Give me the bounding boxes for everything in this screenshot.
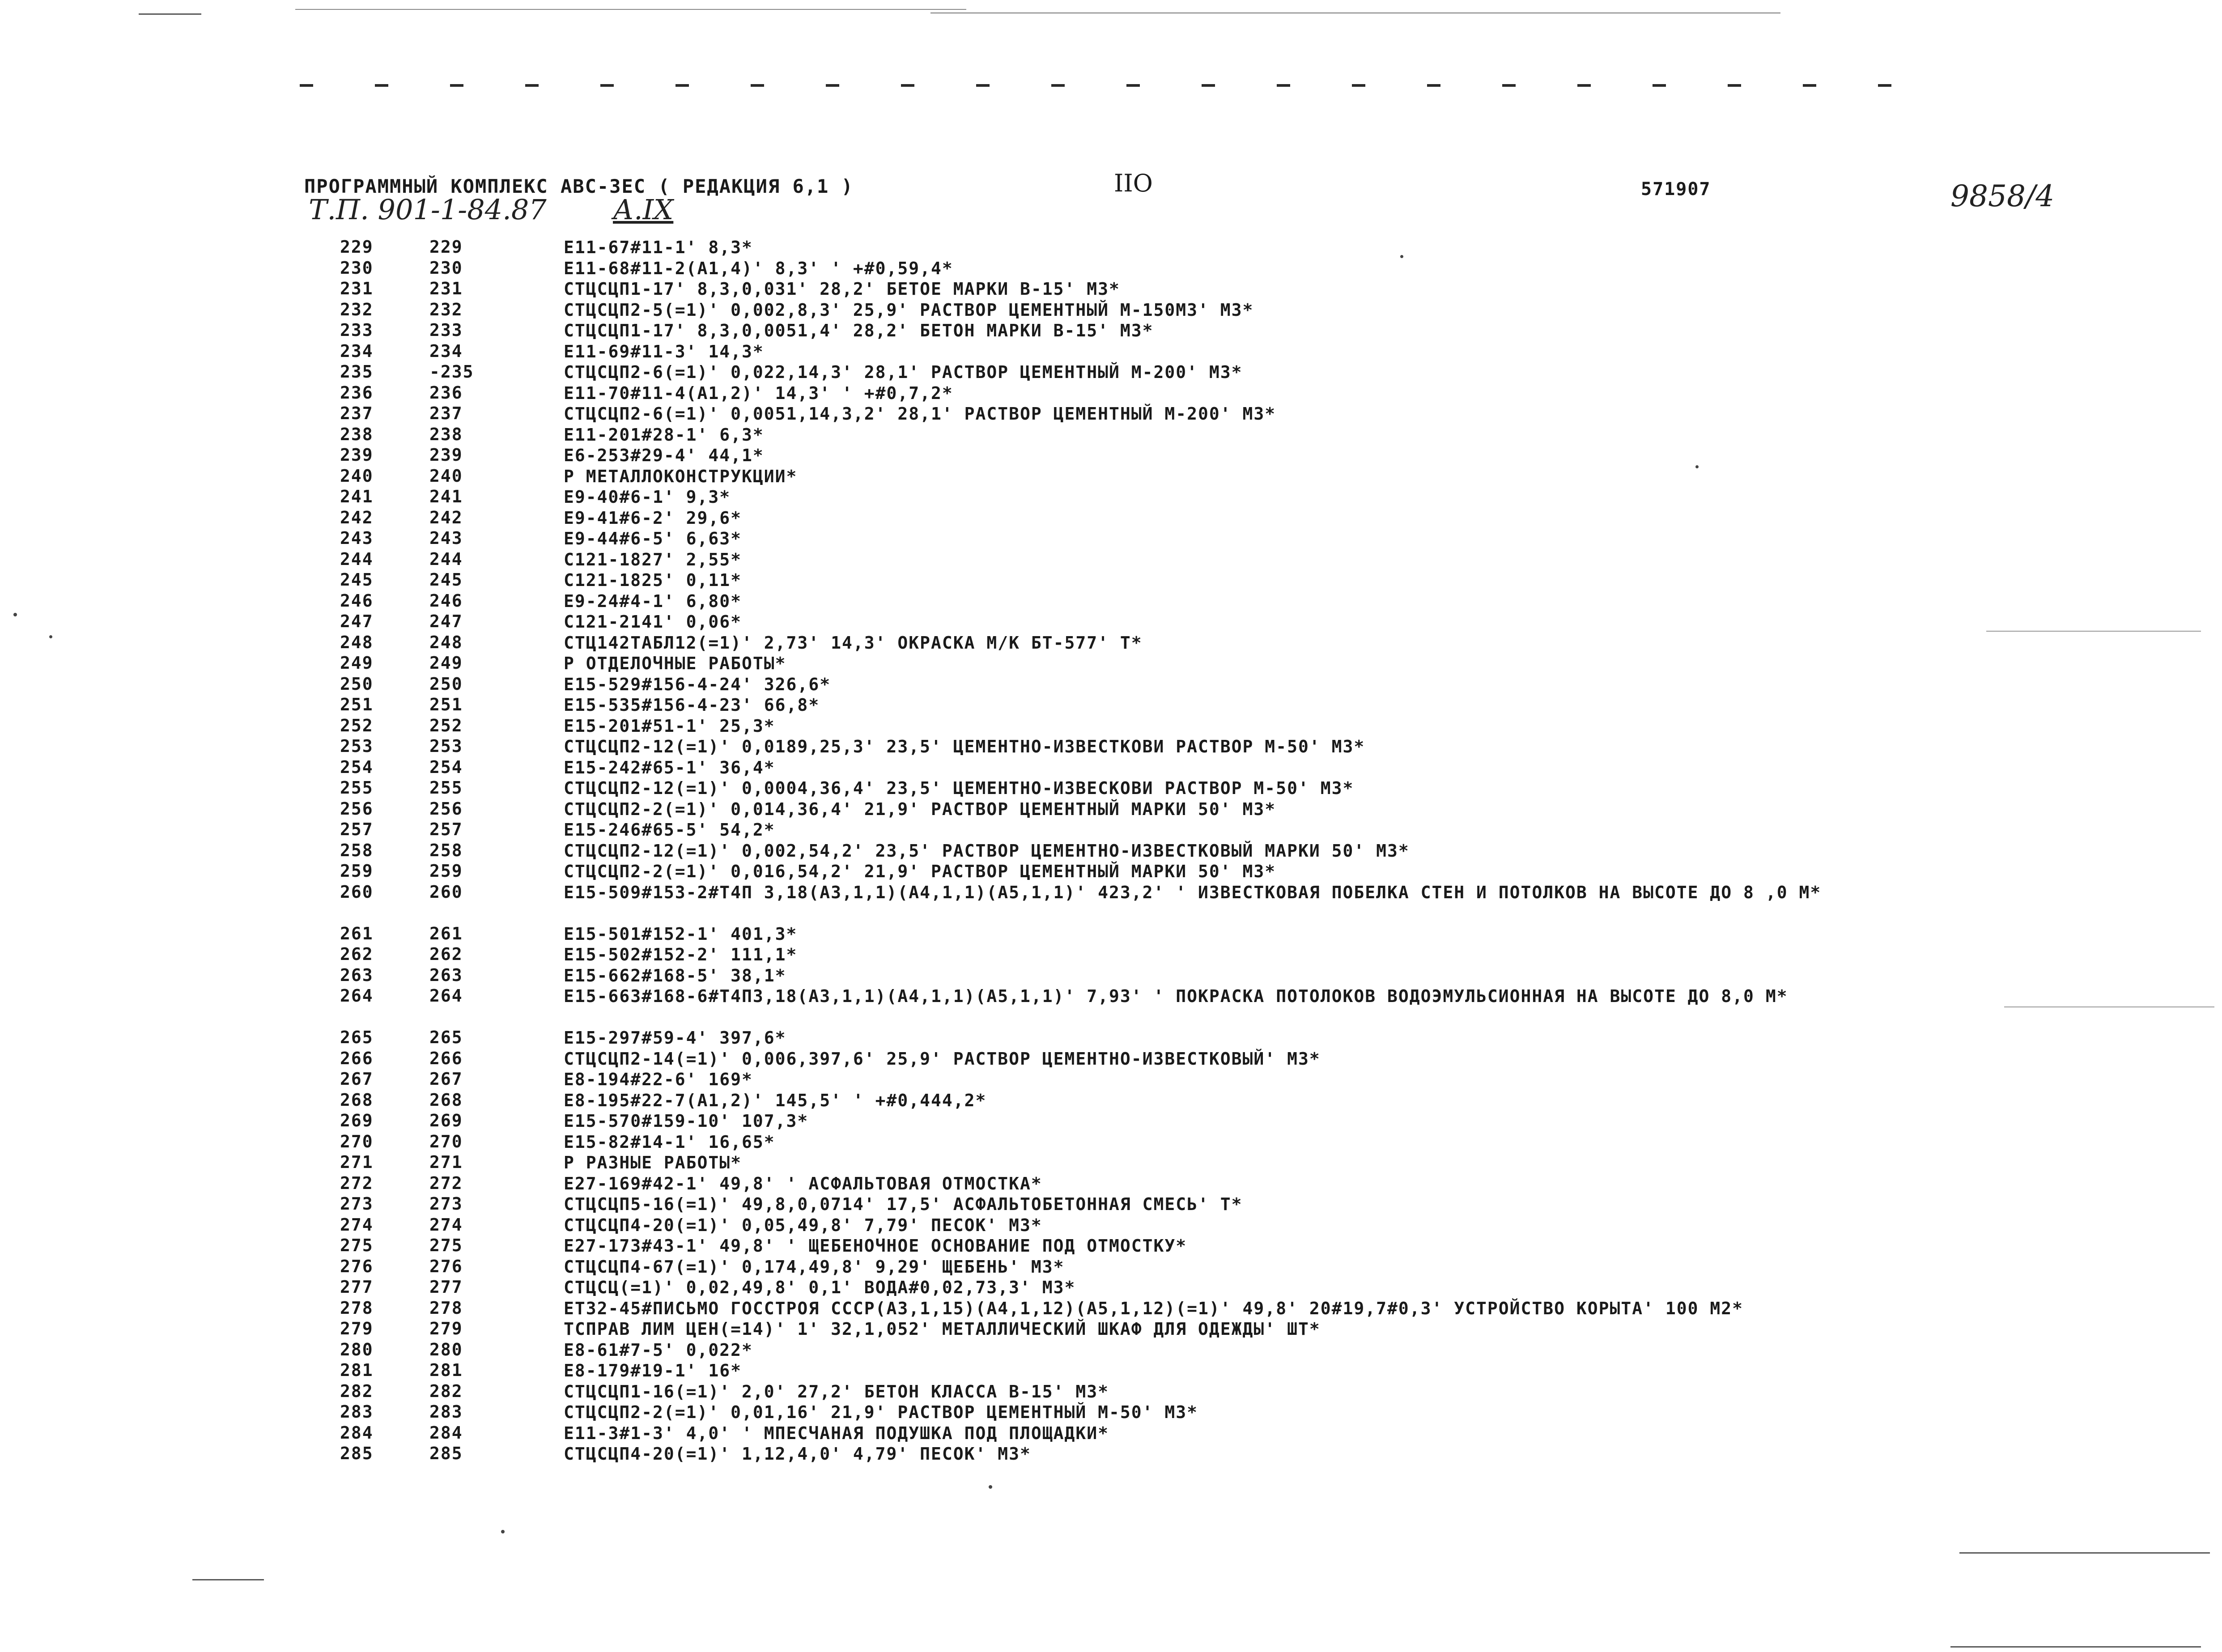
row-entry-text: Е15-570#159-10' 107,3*	[564, 1111, 809, 1131]
row-entry-text: Е27-173#43-1' 49,8' ' ЩЕБЕНОЧНОЕ ОСНОВАНИЕ ПОД ОТМОСТКУ*	[564, 1236, 1187, 1256]
row-entry-text: СТЦСЦП1-17' 8,3,0,031' 28,2' БЕТОЕ МАРКИ В-15' М3*	[564, 279, 1120, 299]
row-number: 268	[340, 1090, 374, 1110]
listing-row	[340, 425, 2174, 446]
dash-mark	[1202, 84, 1215, 87]
row-entry-text: СТЦСЦП2-5(=1)' 0,002,8,3' 25,9' РАСТВОР ЦЕМЕНТНЫЙ М-150М3' М3*	[564, 300, 1254, 320]
row-entry-text: СТЦСЦП2-2(=1)' 0,016,54,2' 21,9' РАСТВОР ЦЕМЕНТНЫЙ МАРКИ 50' М3*	[564, 862, 1276, 881]
row-number-repeat: 269	[429, 1111, 463, 1130]
row-number-repeat: 270	[429, 1131, 463, 1151]
row-number: 236	[340, 382, 374, 403]
dash-mark	[1427, 84, 1440, 87]
listing-row	[340, 1340, 2174, 1361]
dash-mark	[676, 84, 689, 87]
row-number-repeat: 271	[429, 1152, 463, 1172]
row-entry-text: Е11-201#28-1' 6,3*	[564, 425, 764, 445]
row-number-repeat: 267	[429, 1069, 463, 1089]
row-number: 269	[340, 1111, 374, 1130]
row-entry-text: Е15-529#156-4-24' 326,6*	[564, 674, 831, 694]
row-number: 284	[340, 1423, 374, 1443]
dash-mark	[751, 84, 764, 87]
row-entry-text: Е6-253#29-4' 44,1*	[564, 446, 764, 465]
page-number: IIO	[1114, 169, 1153, 197]
listing-row	[340, 1111, 2174, 1132]
row-number-repeat: 280	[429, 1339, 463, 1359]
row-number-repeat: 279	[429, 1319, 463, 1338]
listing-row	[340, 570, 2174, 591]
row-number: 277	[340, 1277, 374, 1297]
row-number: 229	[340, 237, 374, 257]
row-number-repeat: 231	[429, 279, 463, 298]
row-number-repeat: 277	[429, 1277, 463, 1297]
scan-speck	[13, 613, 17, 616]
row-number-repeat: 230	[429, 258, 463, 278]
row-number: 240	[340, 466, 374, 486]
row-number: 260	[340, 882, 374, 902]
listing-row	[340, 633, 2174, 654]
listing-row	[340, 383, 2174, 404]
row-number-repeat: 242	[429, 507, 463, 527]
row-entry-text: Р ОТДЕЛОЧНЫЕ РАБОТЫ*	[564, 654, 786, 673]
handwritten-project-number: Т.П. 901-1-84.87	[309, 193, 547, 226]
listing-row	[340, 1132, 2174, 1153]
dash-mark	[976, 84, 990, 87]
row-number-repeat: 256	[429, 798, 463, 819]
row-number-repeat: 251	[429, 695, 463, 714]
row-number-repeat: 282	[429, 1381, 463, 1401]
row-entry-text: СТЦСЦП2-6(=1)' 0,022,14,3' 28,1' РАСТВОР ЦЕМЕНТНЫЙ М-200' М3*	[564, 362, 1243, 382]
row-number-repeat: 260	[429, 882, 463, 902]
row-entry-text: С121-2141' 0,06*	[564, 612, 742, 632]
row-number: 280	[340, 1339, 374, 1359]
row-number-repeat: -235	[429, 362, 474, 382]
row-number-repeat: 247	[429, 612, 463, 631]
dash-mark	[901, 84, 914, 87]
dash-border	[300, 81, 1910, 89]
dash-mark	[1728, 84, 1741, 87]
dash-mark	[375, 84, 388, 87]
row-entry-text: Е8-179#19-1' 16*	[564, 1361, 742, 1380]
row-number-repeat: 264	[429, 986, 463, 1006]
listing-row	[340, 841, 2174, 862]
row-entry-text: СТЦСЦП1-16(=1)' 2,0' 27,2' БЕТОН КЛАССА В-15' М3*	[564, 1381, 1109, 1401]
scan-speck	[49, 635, 52, 638]
dash-mark	[600, 84, 614, 87]
row-number-repeat: 274	[429, 1215, 463, 1235]
row-entry-text: Е9-44#6-5' 6,63*	[564, 529, 742, 548]
row-number-repeat: 253	[429, 736, 463, 756]
row-number-repeat: 273	[429, 1194, 463, 1214]
row-number: 239	[340, 445, 374, 465]
dash-mark	[1577, 84, 1591, 87]
listing-row	[340, 1444, 2174, 1465]
row-entry-text: Е11-70#11-4(А1,2)' 14,3' ' +#0,7,2*	[564, 383, 953, 403]
listing-row	[340, 861, 2174, 882]
listing-row	[340, 508, 2174, 529]
row-number-repeat: 248	[429, 632, 463, 652]
scan-speck	[989, 1485, 992, 1489]
row-number: 247	[340, 612, 374, 631]
row-number-repeat: 278	[429, 1298, 463, 1318]
row-entry-text: Р РАЗНЫЕ РАБОТЫ*	[564, 1153, 742, 1172]
row-number-repeat: 268	[429, 1090, 463, 1110]
row-number: 270	[340, 1131, 374, 1151]
row-number: 272	[340, 1173, 374, 1193]
row-number: 276	[340, 1256, 374, 1276]
row-number: 244	[340, 549, 374, 569]
program-header: ПРОГРАММНЫЙ КОМПЛЕКС АВС-3ЕС ( РЕДАКЦИЯ 6,1 )	[304, 175, 854, 197]
row-number: 233	[340, 320, 374, 340]
row-entry-text: Е15-502#152-2' 111,1*	[564, 945, 798, 964]
row-number-repeat: 237	[429, 403, 463, 423]
row-number-repeat: 246	[429, 590, 463, 611]
row-number: 232	[340, 299, 374, 319]
row-number: 283	[340, 1402, 374, 1422]
row-number: 271	[340, 1152, 374, 1172]
listing-row	[340, 487, 2174, 508]
row-entry-text: Е15-242#65-1' 36,4*	[564, 757, 775, 777]
row-entry-text: СТЦСЦП4-20(=1)' 0,05,49,8' 7,79' ПЕСОК' М3*	[564, 1215, 1042, 1235]
listing-row	[340, 757, 2174, 778]
row-entry-text: СТЦСЦ(=1)' 0,02,49,8' 0,1' ВОДА#0,02,73,3' М3*	[564, 1278, 1076, 1297]
row-number-repeat: 232	[429, 299, 463, 319]
row-number: 256	[340, 798, 374, 819]
listing-row	[340, 300, 2174, 321]
listing-row	[340, 674, 2174, 695]
listing-row	[340, 1049, 2174, 1070]
listing-row	[340, 695, 2174, 716]
row-entry-text: СТЦСЦП2-2(=1)' 0,014,36,4' 21,9' РАСТВОР ЦЕМЕНТНЫЙ МАРКИ 50' М3*	[564, 799, 1276, 819]
listing-row	[340, 1277, 2174, 1298]
listing-row	[340, 612, 2174, 633]
listing-row	[340, 653, 2174, 674]
row-number: 261	[340, 923, 374, 943]
estimate-listing	[340, 237, 2174, 1465]
listing-row	[340, 1298, 2174, 1319]
row-number-repeat: 238	[429, 424, 463, 444]
row-number-repeat: 243	[429, 528, 463, 548]
row-entry-text: ТСПРАВ ЛИМ ЦЕН(=14)' 1' 32,1,052' МЕТАЛЛИЧЕСКИЙ ШКАФ ДЛЯ ОДЕЖДЫ' ШТ*	[564, 1319, 1321, 1339]
row-number-repeat: 249	[429, 653, 463, 673]
row-number-repeat: 250	[429, 674, 463, 694]
row-number: 275	[340, 1236, 374, 1255]
listing-row	[340, 965, 2174, 986]
row-number: 253	[340, 736, 374, 756]
row-entry-text: Е11-3#1-3' 4,0' ' МПЕСЧАНАЯ ПОДУШКА ПОД ПЛОЩАДКИ*	[564, 1423, 1109, 1443]
handwritten-sheet-number: 9858/4	[1950, 179, 2055, 213]
scan-artifact-line	[192, 1579, 264, 1580]
row-number: 231	[340, 279, 374, 298]
dash-mark	[300, 84, 313, 87]
listing-row	[340, 445, 2174, 466]
row-number: 264	[340, 986, 374, 1006]
listing-row	[340, 341, 2174, 362]
listing-row	[340, 237, 2174, 258]
row-entry-text: СТЦСЦП2-12(=1)' 0,0189,25,3' 23,5' ЦЕМЕНТНО-ИЗВЕСТКОВИ РАСТВОР М-50' М3*	[564, 737, 1365, 756]
scan-artifact-line	[1950, 1646, 2201, 1648]
row-number: 267	[340, 1069, 374, 1089]
row-entry-text: Е27-169#42-1' 49,8' ' АСФАЛЬТОВАЯ ОТМОСТКА*	[564, 1173, 1042, 1193]
row-number-repeat: 229	[429, 237, 463, 257]
listing-row	[340, 820, 2174, 841]
row-number: 241	[340, 487, 374, 506]
listing-row	[340, 1152, 2174, 1173]
row-number: 245	[340, 570, 374, 590]
row-number-repeat: 244	[429, 549, 463, 569]
row-number: 273	[340, 1194, 374, 1214]
row-number-repeat: 259	[429, 861, 463, 881]
row-entry-text: Е15-501#152-1' 401,3*	[564, 924, 798, 944]
row-number: 274	[340, 1215, 374, 1235]
row-number-repeat: 233	[429, 320, 463, 340]
row-number: 252	[340, 715, 374, 735]
listing-row	[340, 778, 2174, 799]
row-number-repeat: 245	[429, 570, 463, 590]
row-entry-text: СТЦСЦП4-20(=1)' 1,12,4,0' 4,79' ПЕСОК' М3*	[564, 1444, 1031, 1464]
row-entry-text: СТЦ142ТАБЛ12(=1)' 2,73' 14,3' ОКРАСКА М/К БТ-577' Т*	[564, 633, 1143, 653]
dash-mark	[525, 84, 539, 87]
row-number: 262	[340, 944, 374, 964]
row-number: 266	[340, 1048, 374, 1068]
row-number: 250	[340, 674, 374, 694]
row-number-repeat: 236	[429, 382, 463, 403]
row-number: 235	[340, 362, 374, 382]
listing-row	[340, 279, 2174, 300]
scan-artifact-line	[1959, 1552, 2210, 1554]
row-entry-text: Е11-69#11-3' 14,3*	[564, 341, 764, 361]
row-number: 254	[340, 757, 374, 777]
listing-row	[340, 258, 2174, 279]
row-number: 258	[340, 840, 374, 860]
row-number: 249	[340, 653, 374, 673]
listing-row	[340, 1257, 2174, 1278]
row-number: 243	[340, 528, 374, 548]
dash-mark	[1803, 84, 1816, 87]
row-number-repeat: 252	[429, 715, 463, 735]
row-number: 285	[340, 1444, 374, 1463]
row-entry-text: С121-1825' 0,11*	[564, 570, 742, 590]
row-number-repeat: 284	[429, 1423, 463, 1443]
dash-mark	[1653, 84, 1666, 87]
row-number-repeat: 241	[429, 487, 463, 506]
scan-artifact-line	[295, 9, 966, 10]
row-number-repeat: 281	[429, 1360, 463, 1380]
listing-row	[340, 924, 2174, 945]
row-number: 263	[340, 965, 374, 985]
handwritten-album: А.IX	[613, 193, 674, 226]
listing-row	[340, 1173, 2174, 1194]
row-number: 259	[340, 861, 374, 881]
listing-row	[340, 1402, 2174, 1423]
row-entry-text: Е8-61#7-5' 0,022*	[564, 1340, 753, 1360]
listing-row	[340, 1381, 2174, 1402]
row-number: 238	[340, 424, 374, 444]
row-number: 282	[340, 1381, 374, 1401]
row-entry-text: Р МЕТАЛЛОКОНСТРУКЦИИ*	[564, 466, 798, 486]
row-entry-text: Е15-246#65-5' 54,2*	[564, 820, 775, 840]
row-entry-text: С121-1827' 2,55*	[564, 549, 742, 569]
row-entry-text: Е8-195#22-7(А1,2)' 145,5' ' +#0,444,2*	[564, 1090, 987, 1110]
dash-mark	[1051, 84, 1065, 87]
listing-row	[340, 736, 2174, 757]
row-entry-text: Е8-194#22-6' 169*	[564, 1070, 753, 1089]
listing-row	[340, 466, 2174, 487]
listing-row	[340, 1090, 2174, 1111]
row-number-repeat: 285	[429, 1444, 463, 1463]
row-number: 242	[340, 507, 374, 527]
row-entry-text: Е9-24#4-1' 6,80*	[564, 591, 742, 611]
row-entry-text: Е11-68#11-2(А1,4)' 8,3' ' +#0,59,4*	[564, 258, 953, 278]
row-entry-text: Е15-201#51-1' 25,3*	[564, 716, 775, 736]
dash-mark	[1352, 84, 1365, 87]
row-entry-text: СТЦСЦП1-17' 8,3,0,0051,4' 28,2' БЕТОН МАРКИ В-15' М3*	[564, 321, 1154, 340]
listing-row	[340, 1069, 2174, 1090]
row-entry-text: Е9-41#6-2' 29,6*	[564, 508, 742, 528]
listing-row	[340, 716, 2174, 737]
listing-row	[340, 1360, 2174, 1381]
row-number-repeat: 262	[429, 944, 463, 964]
row-entry-text: Е15-82#14-1' 16,65*	[564, 1132, 775, 1152]
listing-row	[340, 362, 2174, 383]
row-number: 248	[340, 632, 374, 652]
row-entry-text: СТЦСЦП2-12(=1)' 0,002,54,2' 23,5' РАСТВОР ЦЕМЕНТНО-ИЗВЕСТКОВЫЙ МАРКИ 50' М3*	[564, 841, 1410, 861]
scan-artifact-line	[139, 13, 201, 15]
scan-speck	[501, 1530, 505, 1533]
row-number-repeat: 255	[429, 778, 463, 798]
document-code: 571907	[1641, 179, 1711, 200]
row-entry-text: СТЦСЦП4-67(=1)' 0,174,49,8' 9,29' ЩЕБЕНЬ' М3*	[564, 1257, 1065, 1277]
listing-row	[340, 882, 2174, 924]
row-number-repeat: 240	[429, 466, 463, 486]
row-entry-text: Е15-662#168-5' 38,1*	[564, 965, 786, 985]
row-number: 246	[340, 590, 374, 611]
listing-row	[340, 528, 2174, 549]
listing-row	[340, 1215, 2174, 1236]
listing-row	[340, 944, 2174, 965]
row-number-repeat: 263	[429, 965, 463, 985]
row-number-repeat: 265	[429, 1028, 463, 1047]
row-number-repeat: 266	[429, 1048, 463, 1068]
row-number-repeat: 272	[429, 1173, 463, 1193]
row-number: 265	[340, 1028, 374, 1047]
row-entry-text: Е15-509#153-2#Т4П 3,18(А3,1,1)(А4,1,1)(А5,1,1)' 423,2' ' ИЗВЕСТКОВАЯ ПОБЕЛКА СТЕН И ПОТОЛКОВ НА ВЫСОТЕ ДО 8 ,0 М*	[564, 882, 1822, 902]
row-number-repeat: 254	[429, 757, 463, 777]
dash-mark	[1502, 84, 1516, 87]
row-number: 279	[340, 1319, 374, 1338]
row-number-repeat: 276	[429, 1256, 463, 1276]
row-number: 234	[340, 341, 374, 361]
row-entry-text: СТЦСЦП2-2(=1)' 0,01,16' 21,9' РАСТВОР ЦЕМЕНТНЫЙ М-50' М3*	[564, 1402, 1198, 1422]
row-number-repeat: 239	[429, 445, 463, 465]
row-number: 237	[340, 403, 374, 423]
row-number-repeat: 261	[429, 923, 463, 943]
listing-row	[340, 320, 2174, 341]
row-entry-text: Е15-663#168-6#Т4П3,18(А3,1,1)(А4,1,1)(А5,1,1)' 7,93' ' ПОКРАСКА ПОТОЛОКОВ ВОДОЭМУЛЬСИОННАЯ НА ВЫСОТЕ ДО 8,0 М*	[564, 986, 1788, 1006]
dash-mark	[1277, 84, 1290, 87]
dash-mark	[1878, 84, 1891, 87]
row-number: 230	[340, 258, 374, 278]
row-number: 257	[340, 820, 374, 839]
listing-row	[340, 1423, 2174, 1444]
listing-row	[340, 1194, 2174, 1215]
listing-row	[340, 403, 2174, 425]
listing-row	[340, 986, 2174, 1028]
dash-mark	[826, 84, 839, 87]
row-number: 255	[340, 778, 374, 798]
listing-row	[340, 1236, 2174, 1257]
row-entry-text: ЕТ32-45#ПИСЬМО ГОССТРОЯ СССР(А3,1,15)(А4,1,12)(А5,1,12)(=1)' 49,8' 20#19,7#0,3' УСТРОЙСТВО КОРЫТА' 100 М2*	[564, 1298, 1744, 1318]
dash-mark	[450, 84, 463, 87]
listing-row	[340, 799, 2174, 820]
row-entry-text: СТЦСЦП5-16(=1)' 49,8,0,0714' 17,5' АСФАЛЬТОБЕТОННАЯ СМЕСЬ' Т*	[564, 1194, 1243, 1214]
row-number-repeat: 234	[429, 341, 463, 361]
listing-row	[340, 1028, 2174, 1049]
row-number: 281	[340, 1360, 374, 1380]
row-number-repeat: 257	[429, 820, 463, 839]
row-number: 251	[340, 695, 374, 714]
row-number-repeat: 258	[429, 840, 463, 860]
row-entry-text: Е9-40#6-1' 9,3*	[564, 487, 731, 507]
row-number-repeat: 275	[429, 1236, 463, 1255]
listing-row	[340, 1319, 2174, 1340]
row-entry-text: СТЦСЦП2-14(=1)' 0,006,397,6' 25,9' РАСТВОР ЦЕМЕНТНО-ИЗВЕСТКОВЫЙ' М3*	[564, 1049, 1321, 1069]
row-number: 278	[340, 1298, 374, 1318]
row-entry-text: Е11-67#11-1' 8,3*	[564, 238, 753, 257]
row-entry-text: СТЦСЦП2-12(=1)' 0,0004,36,4' 23,5' ЦЕМЕНТНО-ИЗВЕСКОВИ РАСТВОР М-50' М3*	[564, 778, 1354, 798]
row-entry-text: Е15-297#59-4' 397,6*	[564, 1028, 786, 1048]
row-entry-text: Е15-535#156-4-23' 66,8*	[564, 695, 820, 715]
dash-mark	[1126, 84, 1140, 87]
listing-row	[340, 591, 2174, 612]
row-entry-text: СТЦСЦП2-6(=1)' 0,0051,14,3,2' 28,1' РАСТВОР ЦЕМЕНТНЫЙ М-200' М3*	[564, 404, 1276, 424]
row-number-repeat: 283	[429, 1402, 463, 1422]
listing-row	[340, 549, 2174, 570]
